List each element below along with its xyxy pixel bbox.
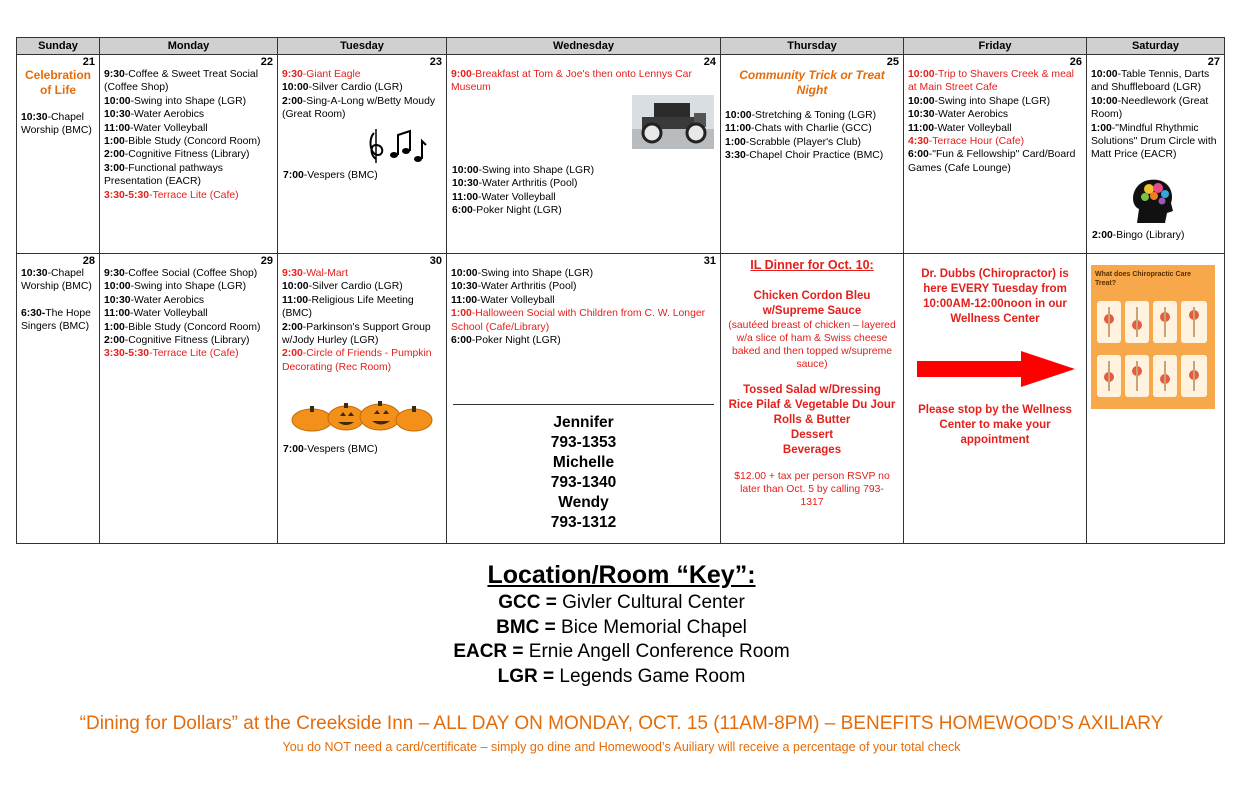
day-cell-28: [17, 254, 100, 544]
week-row-1: [17, 55, 1225, 254]
event: 6:00-Poker Night (LGR): [451, 335, 561, 347]
event-list: [451, 267, 716, 347]
contact-list: [451, 413, 716, 533]
event-list: [282, 267, 442, 374]
room-key-item: EACR = Ernie Angell Conference Room: [453, 641, 790, 662]
event: 11:00-Chats with Charlie (GCC): [725, 123, 872, 135]
chiropractic-poster-image: [1091, 265, 1215, 409]
event-list: [1091, 68, 1220, 162]
event: 10:30-Water Aerobics: [104, 294, 205, 306]
contact-phone: 793-1312: [550, 514, 617, 532]
event-title: Celebration of Life: [24, 68, 91, 97]
chiropractor-notice: Dr. Dubbs (Chiropractor) is here EVERY Tuesday from 10:00AM-12:00noon in our Wellness Center: [921, 268, 1069, 325]
event: 9:30-Coffee & Sweet Treat Social (Coffee Shop): [104, 69, 259, 94]
room-key-item: LGR = Legends Game Room: [497, 665, 746, 687]
event-list: [104, 267, 273, 361]
date-number: 24: [703, 56, 716, 68]
event: 10:00-Stretching & Toning (LGR): [725, 110, 877, 121]
event: 2:00-Sing-A-Long w/Betty Moudy (Great Room): [282, 95, 436, 121]
date-number: 29: [260, 255, 273, 267]
contact-name: Wendy: [558, 494, 609, 512]
event-list: [908, 68, 1082, 175]
event: 7:00-Vespers (BMC): [283, 444, 378, 455]
contact-phone: 793-1353: [550, 434, 617, 452]
chiropractor-cell: [904, 254, 1087, 544]
room-key-title: Location/Room “Key”:: [487, 561, 756, 589]
event: 10:00-Needlework (Great Room): [1091, 95, 1209, 121]
day-cell-30: [278, 254, 447, 544]
event: 11:00-Water Volleyball: [452, 191, 556, 203]
event: 9:30-Wal-Mart: [282, 268, 349, 279]
day-cell-24: [447, 55, 721, 254]
dinner-price-rsvp: $12.00 + tax per person RSVP no later than Oct. 5 by calling 793-1317: [734, 471, 890, 508]
event: 1:00-Bible Study (Concord Room): [104, 136, 261, 148]
contact-phone: 793-1340: [550, 474, 617, 492]
day-cell-29: [100, 254, 278, 544]
date-number: 27: [1207, 56, 1220, 68]
event: 10:30-Water Aerobics: [908, 109, 1009, 121]
day-cell-22: [100, 55, 278, 254]
date-number: 23: [429, 56, 442, 68]
event: 11:00-Water Volleyball: [104, 122, 208, 134]
header-thursday: Thursday: [721, 38, 904, 55]
event: 6:00-"Fun & Fellowship" Card/Board Games (Cafe Lounge): [908, 149, 1076, 174]
event: 2:00-Circle of Friends - Pumpkin Decorating (Rec Room): [282, 348, 432, 373]
event: 11:00-Water Volleyball: [908, 122, 1012, 134]
event: 1:00-Scrabble (Player's Club): [725, 136, 861, 148]
date-number: 25: [886, 56, 899, 68]
event: 3:30-Chapel Choir Practice (BMC): [725, 150, 884, 162]
dinner-menu-cell: [721, 254, 904, 544]
dinner-side: Beverages: [782, 444, 842, 456]
event: 10:00-Swing into Shape (LGR): [452, 165, 595, 176]
day-cell-23: [278, 55, 447, 254]
event: 3:30-5:30-Terrace Lite (Cafe): [104, 189, 239, 201]
antique-car-image: [632, 95, 714, 149]
calendar-grid: [16, 37, 1225, 544]
date-number: 22: [260, 56, 273, 68]
date-number: 31: [703, 255, 716, 267]
music-notes-icon: [364, 125, 428, 165]
event-list: [725, 109, 899, 163]
event: 1:00-Halloween Social with Children from C. W. Longer School (Cafe/Library): [451, 308, 706, 333]
event: 2:00-Cognitive Fitness (Library): [104, 149, 250, 161]
week-row-2: [17, 254, 1225, 544]
dining-for-dollars-banner: “Dining for Dollars” at the Creekside Inn – ALL DAY ON MONDAY, OCT. 15 (11AM-8PM) – BENEFITS HOMEWOOD’S AXILIARY: [79, 713, 1164, 734]
date-number: 21: [82, 56, 95, 68]
day-cell-21: [17, 55, 100, 254]
event: 10:30-Water Aerobics: [104, 109, 205, 121]
event: 10:00-Silver Cardio (LGR): [282, 281, 403, 293]
dinner-heading: IL Dinner for Oct. 10:: [750, 258, 874, 272]
dinner-side: Rice Pilaf & Vegetable Du Jour: [728, 399, 896, 411]
event: 9:00-Breakfast at Tom & Joe's then onto Lennys Car Museum: [451, 69, 692, 94]
event: 10:30-Chapel Worship (BMC): [21, 112, 92, 137]
weekday-header-row: [17, 38, 1225, 55]
header-saturday: Saturday: [1087, 38, 1225, 55]
event: 6:00-Poker Night (LGR): [452, 205, 562, 217]
contact-name: Michelle: [552, 454, 615, 472]
date-number: 28: [82, 255, 95, 267]
event: 11:00-Water Volleyball: [104, 308, 208, 320]
dinner-side: Rolls & Butter: [773, 414, 851, 426]
event: 10:00-Swing into Shape (LGR): [451, 268, 594, 279]
event: 10:30-Chapel Worship (BMC): [21, 268, 92, 293]
event: 10:30-Water Arthritis (Pool): [452, 178, 578, 190]
event: 1:00-"Mindful Rhythmic Solutions" Drum Circle with Matt Price (EACR): [1091, 122, 1217, 161]
appointment-notice: Please stop by the Wellness Center to make your appointment: [918, 404, 1072, 446]
event: 9:30-Coffee Social (Coffee Shop): [104, 268, 258, 279]
event-title: Community Trick or Treat Night: [739, 68, 885, 97]
dinner-side: Tossed Salad w/Dressing: [743, 384, 881, 396]
event: 2:00-Cognitive Fitness (Library): [104, 335, 250, 347]
event: 6:30-The Hope Singers (BMC): [21, 307, 91, 333]
pumpkins-image: [290, 398, 434, 432]
event: 11:00-Religious Life Meeting (BMC): [282, 294, 414, 320]
day-cell-31: [447, 254, 721, 544]
date-number: 30: [429, 255, 442, 267]
red-arrow-icon: [911, 349, 1079, 389]
chiropractic-poster-cell: [1087, 254, 1225, 544]
dinner-entree: Chicken Cordon Bleu w/Supreme Sauce: [753, 290, 871, 317]
poster-title: What does Chiropractic Care Treat?: [1095, 271, 1192, 287]
event: 2:00-Bingo (Library): [1092, 230, 1185, 241]
dinner-side: Dessert: [790, 429, 834, 441]
header-monday: Monday: [100, 38, 278, 55]
head-brain-image: [1127, 175, 1177, 225]
room-key-list: [0, 591, 1243, 689]
event: 10:00-Swing into Shape (LGR): [908, 95, 1051, 107]
event-list: [104, 68, 273, 202]
event: 11:00-Water Volleyball: [451, 294, 555, 306]
divider: [453, 404, 714, 405]
room-key-item: BMC = Bice Memorial Chapel: [496, 616, 747, 638]
event: 7:00-Vespers (BMC): [283, 170, 378, 181]
event: 3:00-Functional pathways Presentation (EACR): [104, 162, 223, 188]
event: 10:00-Table Tennis, Darts and Shuffleboard (LGR): [1091, 69, 1210, 94]
event: 10:00-Trip to Shavers Creek & meal at Main Street Cafe: [908, 69, 1074, 94]
event: 10:00-Swing into Shape (LGR): [104, 281, 247, 293]
header-sunday: Sunday: [17, 38, 100, 55]
event: 9:30-Giant Eagle: [282, 69, 361, 80]
event: 10:30-Water Arthritis (Pool): [451, 281, 577, 293]
event: 10:00-Silver Cardio (LGR): [282, 82, 403, 94]
dinner-description: (sautéed breast of chicken – layered w/a slice of ham & Swiss cheese baked and then topped w/supreme sauce): [728, 320, 896, 370]
event: 3:30-5:30-Terrace Lite (Cafe): [104, 348, 239, 360]
event: 10:00-Swing into Shape (LGR): [104, 95, 247, 107]
event: 1:00-Bible Study (Concord Room): [104, 321, 261, 333]
event-list: [282, 68, 442, 122]
event: 4:30-Terrace Hour (Cafe): [908, 136, 1025, 148]
day-cell-27: [1087, 55, 1225, 254]
room-key-item: GCC = Givler Cultural Center: [498, 592, 745, 613]
contact-name: Jennifer: [553, 414, 614, 432]
header-tuesday: Tuesday: [278, 38, 447, 55]
event-list: [452, 164, 594, 218]
dining-for-dollars-note: You do NOT need a card/certificate – simply go dine and Homewood’s Auiliary will receive a percentage of your total check: [282, 740, 961, 754]
day-cell-25: [721, 55, 904, 254]
header-wednesday: Wednesday: [447, 38, 721, 55]
dinner-menu: [725, 258, 899, 509]
day-cell-26: [904, 55, 1087, 254]
event: 2:00-Parkinson's Support Group w/Jody Hurley (LGR): [282, 321, 431, 347]
date-number: 26: [1069, 56, 1082, 68]
header-friday: Friday: [904, 38, 1087, 55]
